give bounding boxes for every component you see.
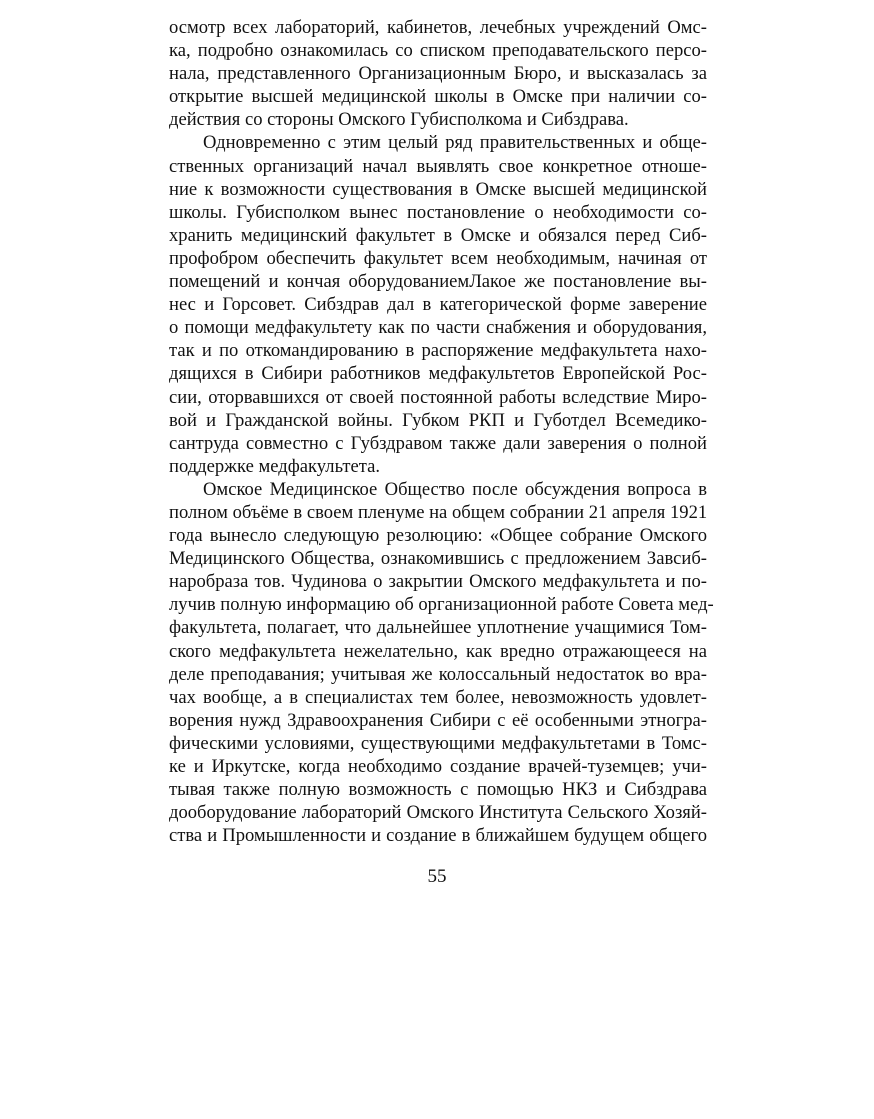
- paragraph: [169, 478, 714, 848]
- body-text: [169, 16, 714, 847]
- text-line: о помощи медфакультету как по части снабжения и оборудования,: [169, 317, 707, 339]
- text-line: дооборудование лабораторий Омского Института Сельского Хозяй-: [169, 802, 707, 824]
- text-line: Омское Медицинское Общество после обсуждения вопроса в: [203, 478, 707, 500]
- text-line: фическими условиями, существующими медфакультетами в Томс-: [169, 732, 707, 754]
- text-line: ского медфакультета нежелательно, как вредно отражающееся на: [169, 640, 707, 662]
- text-line: помещений и кончая оборудованиемЛакое же постановление вы-: [169, 271, 707, 293]
- text-line: наробраза тов. Чудинова о закрытии Омского медфакультета и по-: [169, 571, 707, 593]
- text-line: дящихся в Сибири работников медфакультетов Европейской Рос-: [169, 363, 707, 385]
- text-line: сии, оторвавшихся от своей постоянной работы вследствие Миро-: [169, 386, 707, 408]
- text-line: деле преподавания; учитывая же колоссальный недостаток во вра-: [169, 663, 707, 685]
- text-line: действия со стороны Омского Губисполкома и Сибздрава.: [169, 109, 629, 131]
- page-number: 55: [427, 866, 447, 887]
- text-line: лучив полную информацию об организационной работе Совета мед-: [169, 594, 714, 616]
- text-line: полном объёме в своем пленуме на общем собрании 21 апреля 1921: [169, 501, 708, 523]
- text-line: поддержке медфакультета.: [169, 455, 380, 477]
- text-line: года вынесло следующую резолюцию: «Общее собрание Омского: [169, 525, 707, 547]
- text-line: ке и Иркутске, когда необходимо создание врачей-туземцев; учи-: [169, 756, 707, 777]
- text-line: осмотр всех лабораторий, кабинетов, лечебных учреждений Омс-: [169, 17, 707, 38]
- text-line: сантруда совместно с Губздравом также дали заверения о полной: [169, 432, 707, 454]
- paragraph: [169, 16, 707, 131]
- text-line: чах вообще, а в специалистах тем более, невозможность удовлет-: [169, 686, 707, 708]
- text-line: тывая также полную возможность с помощью НКЗ и Сибздрава: [169, 779, 707, 801]
- text-line: ние к возможности существования в Омске высшей медицинской: [169, 178, 707, 200]
- text-line: вой и Гражданской войны. Губком РКП и Губотдел Всемедико-: [169, 409, 707, 431]
- text-line: ворения нужд Здравоохранения Сибири с её особенными этногра-: [169, 709, 707, 731]
- text-line: факультета, полагает, что дальнейшее уплотнение учащимися Том-: [169, 617, 707, 639]
- text-line: открытие высшей медицинской школы в Омске при наличии со-: [169, 86, 707, 108]
- text-line: так и по откомандированию в распоряжение медфакультета нахо-: [169, 340, 707, 362]
- text-line: хранить медицинский факультет в Омске и обязался перед Сиб-: [169, 224, 707, 246]
- text-line: школы. Губисполком вынес постановление о необходимости со-: [169, 201, 707, 223]
- text-line: нес и Горсовет. Сибздрав дал в категорической форме заверение: [169, 294, 707, 316]
- text-line: нала, представленного Организационным Бюро, и высказалась за: [169, 63, 707, 85]
- text-line: профобром обеспечить факультет всем необходимым, начиная от: [169, 247, 707, 269]
- text-line: ственных организаций начал выявлять свое конкретное отноше-: [169, 155, 707, 177]
- text-line: Медицинского Общества, ознакомившись с предложением Завсиб-: [169, 548, 707, 570]
- paragraph: [169, 131, 707, 477]
- text-line: ка, подробно ознакомилась со списком преподавательского персо-: [169, 40, 707, 62]
- text-line: Одновременно с этим целый ряд правительственных и обще-: [203, 132, 707, 154]
- text-line: ства и Промышленности и создание в ближайшем будущем общего: [169, 825, 707, 847]
